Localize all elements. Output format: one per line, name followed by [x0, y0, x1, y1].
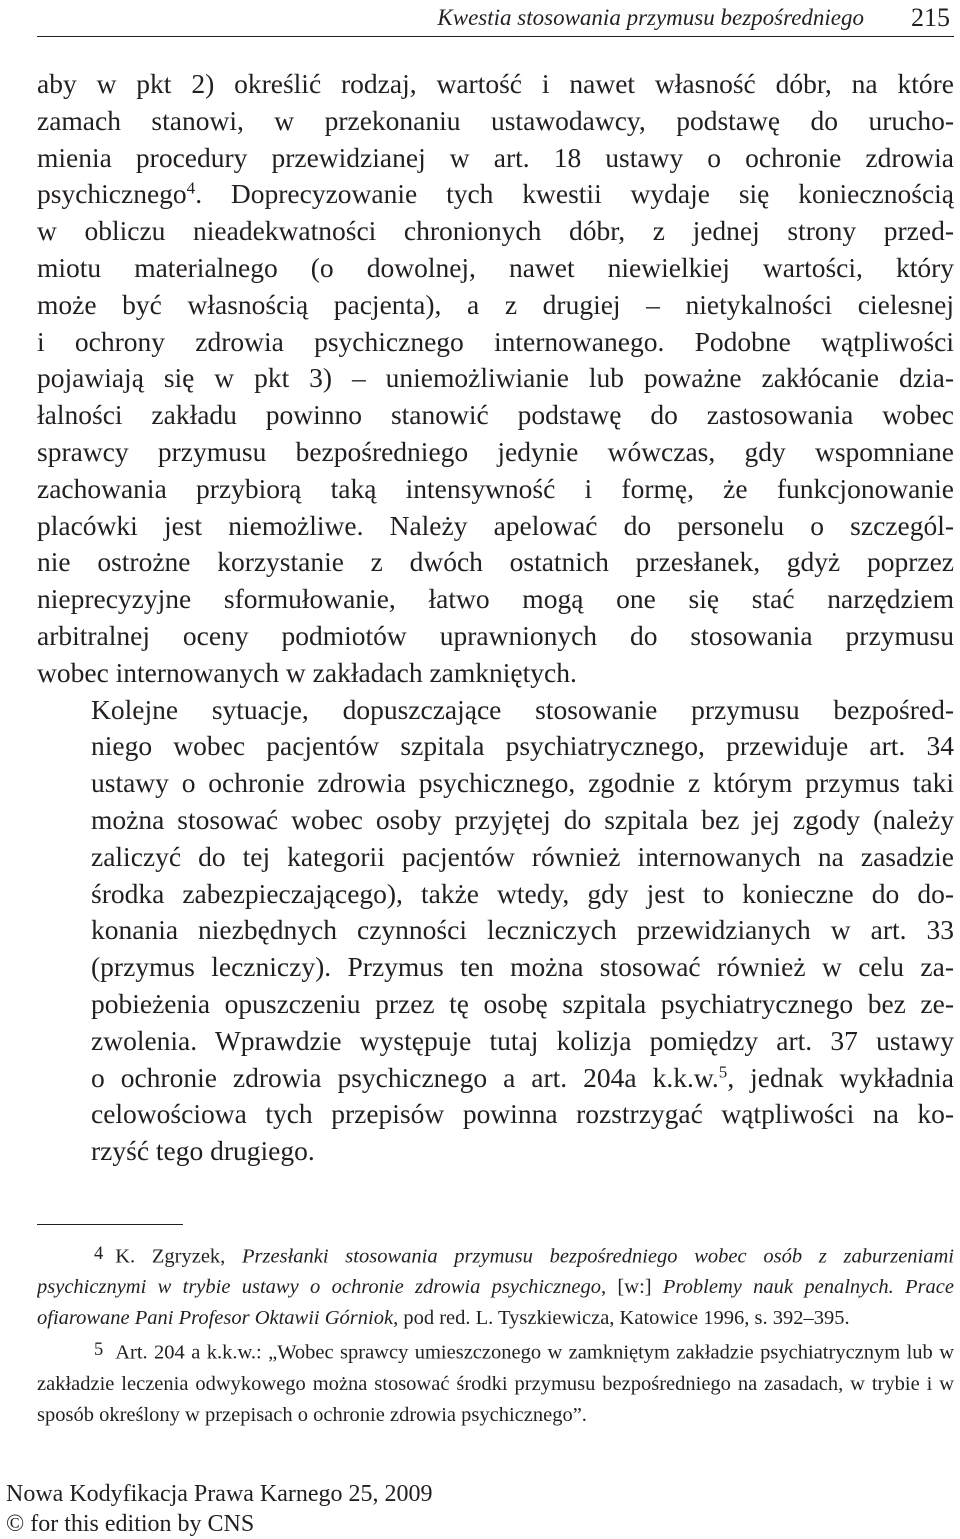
footnote-ref-5[interactable]: 5	[718, 1062, 728, 1082]
text-fragment: psychicznego	[37, 178, 187, 210]
page-number: 215	[911, 3, 950, 32]
paragraph-2	[37, 692, 954, 1170]
text-line	[37, 1060, 954, 1097]
text-line: nieprecyzyjne sformułowanie, łatwo mogą one się stać narzędziem	[37, 583, 954, 615]
text-line: łalności zakładu powinno stanowić podstawę do zastosowania wobec	[37, 399, 954, 431]
text-line: rzyść tego drugiego.	[91, 1135, 315, 1167]
text-fragment: . Doprecyzowanie tych kwestii wydaje się koniecznością	[195, 178, 954, 210]
text-line: aby w pkt 2) określić rodzaj, wartość i nawet własność dóbr, na które	[37, 68, 954, 99]
text-line: placówki jest niemożliwe. Należy apelować do personelu o szczegól-	[37, 509, 954, 541]
footnote-author: K. Zgryzek,	[115, 1245, 243, 1268]
page-header	[37, 2, 954, 37]
footnote-number: 5	[94, 1339, 104, 1360]
main-text	[37, 66, 954, 1196]
text-line	[37, 176, 954, 213]
text-line: zachowania przybiorą taką intensywność i formę, że funkcjonowanie	[37, 472, 954, 504]
text-line: arbitralnej oceny podmiotów uprawnionych do stosowania przymusu	[37, 619, 954, 651]
text-fragment: o ochronie zdrowia psychicznego a art. 204a k.k.w.	[91, 1061, 719, 1093]
footnote-5	[37, 1334, 954, 1430]
text-line: i ochrony zdrowia psychicznego internowanego. Podobne wątpliwości	[37, 325, 954, 357]
text-line: zwolenia. Wprawdzie występuje tutaj kolizja pomiędzy art. 37 ustawy	[91, 1024, 954, 1056]
footnote-details: , pod red. L. Tyszkiewicza, Katowice 1996, s. 392–395.	[393, 1307, 850, 1330]
text-line: nie ostrożne korzystanie z dwóch ostatnich przesłanek, gdyż poprzez	[37, 546, 954, 578]
text-line: ustawy o ochronie zdrowia psychicznego, zgodnie z którym przymus taki	[91, 767, 954, 799]
text-line: niego wobec pacjentów szpitala psychiatrycznego, przewiduje art. 34	[91, 730, 954, 762]
text-line: miotu materialnego (o dowolnej, nawet niewielkiej wartości, który	[37, 251, 954, 283]
text-line: środka zabezpieczającego), także wtedy, gdy jest to konieczne do do-	[91, 877, 954, 909]
text-line: pojawiają się w pkt 3) – uniemożliwianie lub poważne zakłócanie dzia-	[37, 362, 954, 394]
footnote-title: Przesłanki stosowania przymusu bezpośredniego wobec osób z zaburzeniami psychicznymi w trybie ustawy o ochronie zdrowia psychicznego	[37, 1245, 954, 1299]
text-line: zaliczyć do tej kategorii pacjentów również internowanych na zasadzie	[91, 840, 954, 872]
text-line: wobec internowanych w zakładach zamkniętych.	[37, 656, 577, 688]
text-line: pobieżenia opuszczeniu przez tę osobę szpitala psychiatrycznego bez ze-	[91, 987, 954, 1019]
footnote-ref-4[interactable]: 4	[186, 179, 196, 199]
footnote-4	[37, 1238, 954, 1334]
footnote-text: Art. 204 a k.k.w.: „Wobec sprawcy umieszczonego w zamkniętym zakładzie psychiatrycznym lub w zakładzie leczenia odwykowego można stosować środki przymusu bezpośredniego na zasadach, w trybie i w sposób określony w przepisach o ochronie zdrowia psychicznego”.	[37, 1341, 954, 1426]
text-line: można stosować wobec osoby przyjętej do szpitala bez jej zgody (należy	[91, 803, 954, 835]
text-line: Kolejne sytuacje, dopuszczające stosowanie przymusu bezpośred-	[91, 693, 954, 725]
text-line: może być własnością pacjenta), a z drugiej – nietykalności cielesnej	[37, 288, 954, 320]
imprint	[6, 1479, 433, 1539]
footnote-collection: Problemy nauk penalnych. Prace ofiarowane Pani Profesor Oktawii Górniok	[37, 1276, 954, 1330]
footnote-in: , [w:]	[600, 1276, 663, 1299]
copyright-line: © for this edition by CNS	[6, 1511, 255, 1537]
paragraph-1	[37, 66, 954, 692]
journal-line: Nowa Kodyfikacja Prawa Karnego 25, 2009	[6, 1481, 433, 1507]
footnote-number: 4	[94, 1243, 104, 1263]
footnote-separator	[37, 1224, 183, 1225]
text-line: w obliczu nieadekwatności chronionych dóbr, z jednej strony przed-	[37, 215, 954, 247]
text-fragment: , jednak wykładnia	[727, 1061, 954, 1093]
text-line: (przymus leczniczy). Przymus ten można stosować również w celu za-	[91, 951, 954, 983]
text-line: zamach stanowi, w przekonaniu ustawodawcy, podstawę do urucho-	[37, 104, 954, 136]
running-title: Kwestia stosowania przymusu bezpośredniego	[437, 5, 864, 30]
footnotes	[37, 1238, 954, 1480]
text-line: celowościowa tych przepisów powinna rozstrzygać wątpliwości na ko-	[91, 1098, 954, 1130]
text-line: sprawcy przymusu bezpośredniego jedynie wówczas, gdy wspomniane	[37, 435, 954, 467]
text-line: konania niezbędnych czynności leczniczych przewidzianych w art. 33	[91, 914, 954, 946]
text-line: mienia procedury przewidzianej w art. 18 ustawy o ochronie zdrowia	[37, 141, 954, 173]
